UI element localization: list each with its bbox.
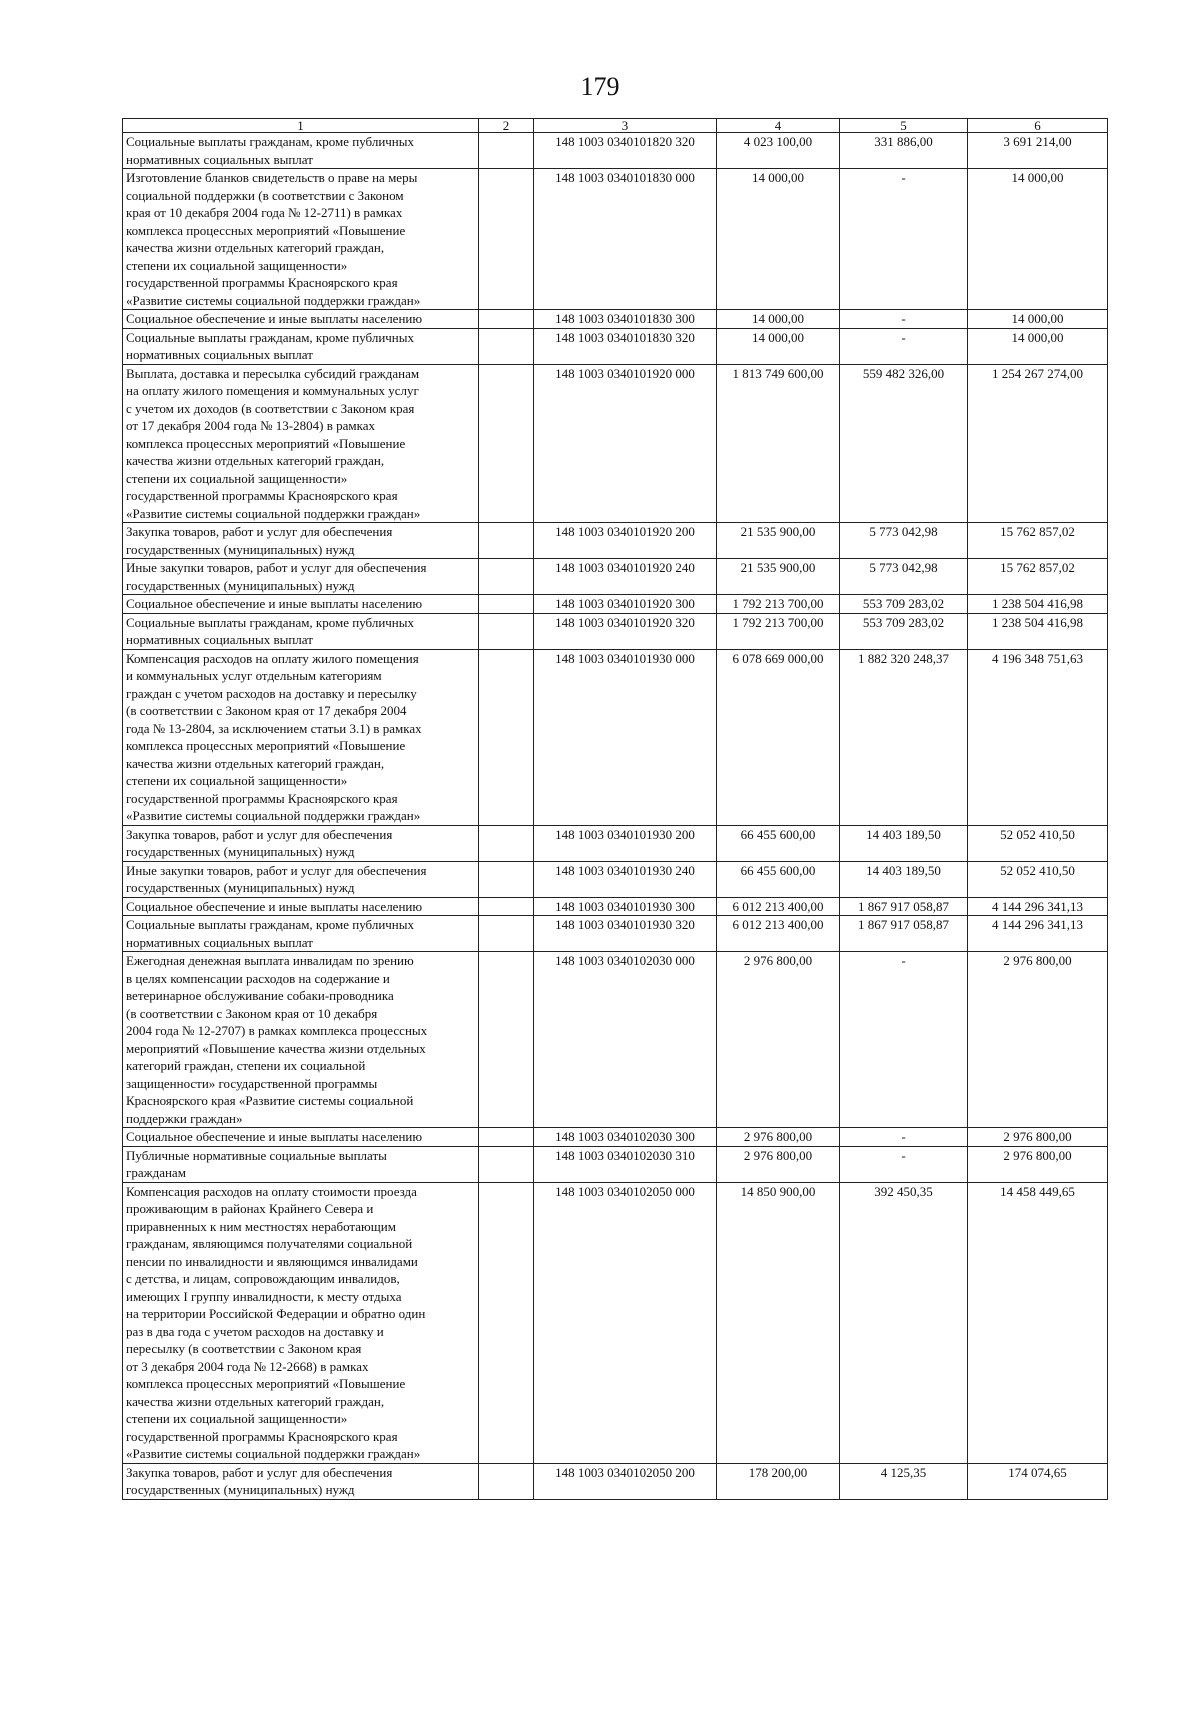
expense-name-cell: Выплата, доставка и пересылка субсидий гражданам на оплату жилого помещения и коммунальных услуг с учетом их доходов (в соответствии с Законом края от 17 декабря 2004 года № 13-2804) в рамках комплекса процессных мероприятий «Повышение качества жизни отдельных категорий граждан, степени их социальной защищенности» государственной программы Красноярского края «Развитие системы социальной поддержки граждан» [123, 364, 479, 523]
table-row [123, 1128, 1108, 1147]
amount-cell: 2 976 800,00 [717, 1146, 840, 1182]
column-number-row [123, 119, 1108, 133]
amount-cell: 14 000,00 [717, 328, 840, 364]
empty-cell [479, 523, 534, 559]
remaining-amount-cell: 14 000,00 [968, 328, 1108, 364]
amount-cell: 1 792 213 700,00 [717, 595, 840, 614]
budget-code-cell: 148 1003 0340101920 240 [534, 559, 717, 595]
column-header: 4 [717, 119, 840, 133]
table-row [123, 952, 1108, 1128]
executed-amount-cell: 553 709 283,02 [840, 595, 968, 614]
table-row [123, 133, 1108, 169]
amount-cell: 14 850 900,00 [717, 1182, 840, 1463]
remaining-amount-cell: 2 976 800,00 [968, 952, 1108, 1128]
expense-name-cell: Социальное обеспечение и иные выплаты населению [123, 897, 479, 916]
executed-amount-cell: 5 773 042,98 [840, 559, 968, 595]
amount-cell: 1 813 749 600,00 [717, 364, 840, 523]
empty-cell [479, 897, 534, 916]
budget-code-cell: 148 1003 0340101830 300 [534, 310, 717, 329]
executed-amount-cell: 5 773 042,98 [840, 523, 968, 559]
budget-code-cell: 148 1003 0340101930 000 [534, 649, 717, 825]
empty-cell [479, 916, 534, 952]
budget-code-cell: 148 1003 0340101830 000 [534, 169, 717, 310]
expense-name-cell: Закупка товаров, работ и услуг для обеспечения государственных (муниципальных) нужд [123, 523, 479, 559]
expense-name-cell: Социальные выплаты гражданам, кроме публичных нормативных социальных выплат [123, 613, 479, 649]
budget-code-cell: 148 1003 0340101830 320 [534, 328, 717, 364]
expense-name-cell: Закупка товаров, работ и услуг для обеспечения государственных (муниципальных) нужд [123, 1463, 479, 1499]
amount-cell: 14 000,00 [717, 169, 840, 310]
expense-name-cell: Компенсация расходов на оплату жилого помещения и коммунальных услуг отдельным категориям граждан с учетом расходов на доставку и пересылку (в соответствии с Законом края от 17 декабря 2004 года № 13-2804, за исключением статьи 3.1) в рамках комплекса процессных мероприятий «Повышение качества жизни отдельных категорий граждан, степени их социальной защищенности» государственной программы Красноярского края «Развитие системы социальной поддержки граждан» [123, 649, 479, 825]
budget-code-cell: 148 1003 0340101930 240 [534, 861, 717, 897]
executed-amount-cell: 559 482 326,00 [840, 364, 968, 523]
empty-cell [479, 133, 534, 169]
executed-amount-cell: 4 125,35 [840, 1463, 968, 1499]
empty-cell [479, 952, 534, 1128]
amount-cell: 2 976 800,00 [717, 952, 840, 1128]
budget-table [122, 118, 1108, 1500]
empty-cell [479, 310, 534, 329]
empty-cell [479, 649, 534, 825]
expense-name-cell: Социальные выплаты гражданам, кроме публичных нормативных социальных выплат [123, 328, 479, 364]
table-row [123, 861, 1108, 897]
executed-amount-cell: - [840, 328, 968, 364]
executed-amount-cell: - [840, 310, 968, 329]
empty-cell [479, 1146, 534, 1182]
budget-code-cell: 148 1003 0340102030 300 [534, 1128, 717, 1147]
empty-cell [479, 595, 534, 614]
table-row [123, 559, 1108, 595]
executed-amount-cell: 1 867 917 058,87 [840, 897, 968, 916]
amount-cell: 6 012 213 400,00 [717, 916, 840, 952]
table-row [123, 897, 1108, 916]
budget-code-cell: 148 1003 0340101920 200 [534, 523, 717, 559]
empty-cell [479, 825, 534, 861]
remaining-amount-cell: 174 074,65 [968, 1463, 1108, 1499]
budget-code-cell: 148 1003 0340101920 000 [534, 364, 717, 523]
table-row [123, 595, 1108, 614]
executed-amount-cell: 1 882 320 248,37 [840, 649, 968, 825]
column-header: 6 [968, 119, 1108, 133]
table-row [123, 1146, 1108, 1182]
budget-code-cell: 148 1003 0340102030 000 [534, 952, 717, 1128]
amount-cell: 66 455 600,00 [717, 861, 840, 897]
empty-cell [479, 1128, 534, 1147]
budget-code-cell: 148 1003 0340101930 320 [534, 916, 717, 952]
table-row [123, 613, 1108, 649]
executed-amount-cell: - [840, 169, 968, 310]
remaining-amount-cell: 3 691 214,00 [968, 133, 1108, 169]
table-row [123, 310, 1108, 329]
budget-code-cell: 148 1003 0340101820 320 [534, 133, 717, 169]
expense-name-cell: Иные закупки товаров, работ и услуг для обеспечения государственных (муниципальных) нужд [123, 559, 479, 595]
remaining-amount-cell: 14 458 449,65 [968, 1182, 1108, 1463]
table-row [123, 169, 1108, 310]
remaining-amount-cell: 4 144 296 341,13 [968, 897, 1108, 916]
amount-cell: 6 078 669 000,00 [717, 649, 840, 825]
amount-cell: 14 000,00 [717, 310, 840, 329]
empty-cell [479, 559, 534, 595]
amount-cell: 178 200,00 [717, 1463, 840, 1499]
executed-amount-cell: 392 450,35 [840, 1182, 968, 1463]
budget-code-cell: 148 1003 0340101920 300 [534, 595, 717, 614]
remaining-amount-cell: 2 976 800,00 [968, 1146, 1108, 1182]
empty-cell [479, 861, 534, 897]
expense-name-cell: Закупка товаров, работ и услуг для обеспечения государственных (муниципальных) нужд [123, 825, 479, 861]
column-header: 3 [534, 119, 717, 133]
expense-name-cell: Социальное обеспечение и иные выплаты населению [123, 595, 479, 614]
amount-cell: 21 535 900,00 [717, 523, 840, 559]
remaining-amount-cell: 1 238 504 416,98 [968, 595, 1108, 614]
table-body [123, 133, 1108, 1500]
remaining-amount-cell: 14 000,00 [968, 169, 1108, 310]
budget-code-cell: 148 1003 0340101920 320 [534, 613, 717, 649]
remaining-amount-cell: 2 976 800,00 [968, 1128, 1108, 1147]
executed-amount-cell: 14 403 189,50 [840, 825, 968, 861]
table-row [123, 649, 1108, 825]
expense-name-cell: Социальное обеспечение и иные выплаты населению [123, 310, 479, 329]
expense-name-cell: Публичные нормативные социальные выплаты гражданам [123, 1146, 479, 1182]
executed-amount-cell: 553 709 283,02 [840, 613, 968, 649]
column-header: 1 [123, 119, 479, 133]
table-row [123, 523, 1108, 559]
table-row [123, 916, 1108, 952]
remaining-amount-cell: 52 052 410,50 [968, 861, 1108, 897]
expense-name-cell: Изготовление бланков свидетельств о праве на меры социальной поддержки (в соответствии с Законом края от 10 декабря 2004 года № 12-2711) в рамках комплекса процессных мероприятий «Повышение качества жизни отдельных категорий граждан, степени их социальной защищенности» государственной программы Красноярского края «Развитие системы социальной поддержки граждан» [123, 169, 479, 310]
expense-name-cell: Компенсация расходов на оплату стоимости проезда проживающим в районах Крайнего Севера и приравненных к ним местностях неработающим гражданам, являющимся получателями социальной пенсии по инвалидности и являющимся инвалидами с детства, и лицам, сопровождающим инвалидов, имеющих I группу инвалидности, к месту отдыха на территории Российской Федерации и обратно один раз в два года с учетом расходов на доставку и пересылку (в соответствии с Законом края от 3 декабря 2004 года № 12-2668) в рамках комплекса процессных мероприятий «Повышение качества жизни отдельных категорий граждан, степени их социальной защищенности» государственной программы Красноярского края «Развитие системы социальной поддержки граждан» [123, 1182, 479, 1463]
remaining-amount-cell: 4 144 296 341,13 [968, 916, 1108, 952]
empty-cell [479, 169, 534, 310]
expense-name-cell: Ежегодная денежная выплата инвалидам по зрению в целях компенсации расходов на содержание и ветеринарное обслуживание собаки-проводника (в соответствии с Законом края от 10 декабря 2004 года № 12-2707) в рамках комплекса процессных мероприятий «Повышение качества жизни отдельных категорий граждан, степени их социальной защищенности» государственной программы Красноярского края «Развитие системы социальной поддержки граждан» [123, 952, 479, 1128]
expense-name-cell: Иные закупки товаров, работ и услуг для обеспечения государственных (муниципальных) нужд [123, 861, 479, 897]
remaining-amount-cell: 52 052 410,50 [968, 825, 1108, 861]
empty-cell [479, 364, 534, 523]
remaining-amount-cell: 14 000,00 [968, 310, 1108, 329]
executed-amount-cell: - [840, 1128, 968, 1147]
amount-cell: 6 012 213 400,00 [717, 897, 840, 916]
table-row [123, 825, 1108, 861]
empty-cell [479, 1463, 534, 1499]
expense-name-cell: Социальное обеспечение и иные выплаты населению [123, 1128, 479, 1147]
empty-cell [479, 1182, 534, 1463]
executed-amount-cell: - [840, 952, 968, 1128]
remaining-amount-cell: 15 762 857,02 [968, 523, 1108, 559]
column-header: 5 [840, 119, 968, 133]
page-number: 179 [580, 72, 620, 101]
executed-amount-cell: 14 403 189,50 [840, 861, 968, 897]
remaining-amount-cell: 1 238 504 416,98 [968, 613, 1108, 649]
table-row [123, 1182, 1108, 1463]
amount-cell: 21 535 900,00 [717, 559, 840, 595]
amount-cell: 66 455 600,00 [717, 825, 840, 861]
budget-code-cell: 148 1003 0340102050 000 [534, 1182, 717, 1463]
budget-code-cell: 148 1003 0340102030 310 [534, 1146, 717, 1182]
remaining-amount-cell: 15 762 857,02 [968, 559, 1108, 595]
remaining-amount-cell: 4 196 348 751,63 [968, 649, 1108, 825]
expense-name-cell: Социальные выплаты гражданам, кроме публичных нормативных социальных выплат [123, 133, 479, 169]
amount-cell: 4 023 100,00 [717, 133, 840, 169]
executed-amount-cell: 331 886,00 [840, 133, 968, 169]
table-row [123, 328, 1108, 364]
table-row [123, 1463, 1108, 1499]
column-header: 2 [479, 119, 534, 133]
table-row [123, 364, 1108, 523]
empty-cell [479, 328, 534, 364]
executed-amount-cell: 1 867 917 058,87 [840, 916, 968, 952]
budget-code-cell: 148 1003 0340101930 300 [534, 897, 717, 916]
executed-amount-cell: - [840, 1146, 968, 1182]
expense-name-cell: Социальные выплаты гражданам, кроме публичных нормативных социальных выплат [123, 916, 479, 952]
empty-cell [479, 613, 534, 649]
amount-cell: 1 792 213 700,00 [717, 613, 840, 649]
budget-code-cell: 148 1003 0340101930 200 [534, 825, 717, 861]
amount-cell: 2 976 800,00 [717, 1128, 840, 1147]
budget-code-cell: 148 1003 0340102050 200 [534, 1463, 717, 1499]
remaining-amount-cell: 1 254 267 274,00 [968, 364, 1108, 523]
